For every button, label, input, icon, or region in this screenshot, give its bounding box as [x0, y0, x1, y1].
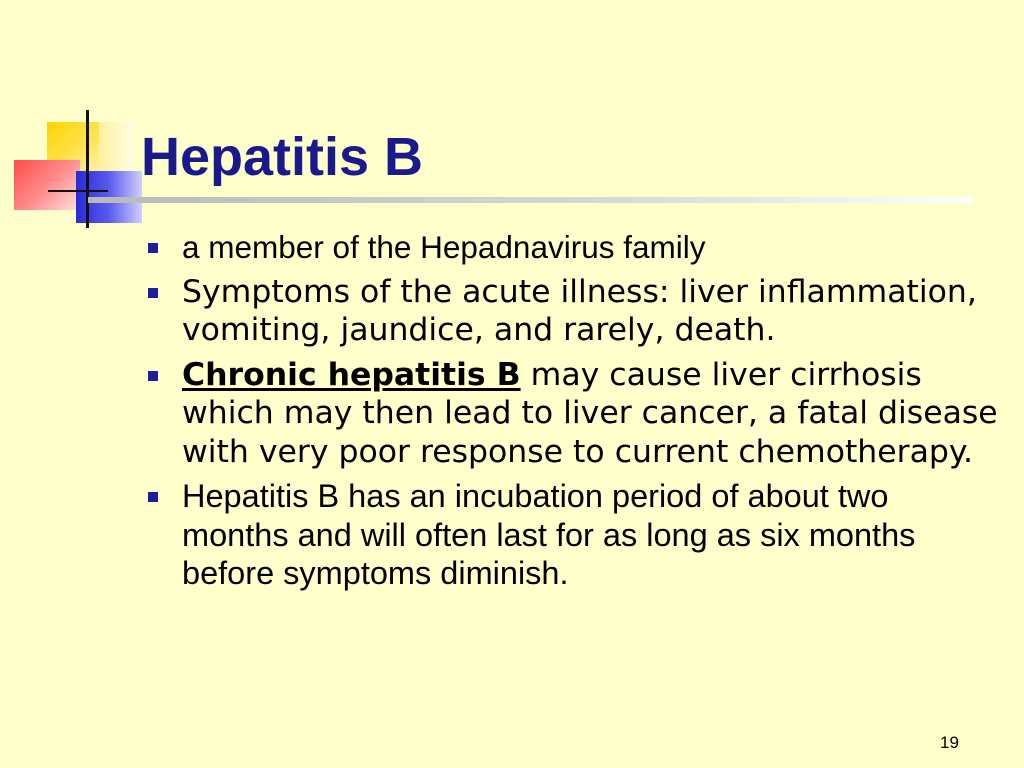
bullet-text: a member of the Hepadnavirus family [182, 229, 706, 265]
bullet-text: may cause liver cirrhosis which may then lead to liver cancer, a fatal disease with very poor response to current chemotherapy. [182, 356, 998, 470]
decor-yellow-fade-block [99, 122, 133, 172]
bullet-item [148, 477, 998, 593]
bullet-item [148, 356, 998, 472]
bullet-text: Symptoms of the acute illness: liver inflammation, vomiting, jaundice, and rarely, death. [182, 273, 977, 348]
bullet-item [148, 273, 998, 350]
square-bullet-icon [148, 492, 158, 502]
title-underline-rule [88, 197, 973, 203]
bullet-list [148, 228, 998, 599]
slide-title: Hepatitis B [141, 127, 424, 187]
decor-vertical-line [86, 110, 89, 228]
bullet-emphasis-text: Chronic hepatitis B [182, 356, 521, 393]
square-bullet-icon [148, 243, 158, 253]
square-bullet-icon [148, 371, 158, 381]
page-number: 19 [940, 733, 959, 752]
square-bullet-icon [148, 288, 158, 298]
bullet-item [148, 228, 998, 267]
decor-horizontal-line [48, 190, 108, 192]
bullet-text: Hepatitis B has an incubation period of about two months and will often last for as long as six months before symptoms diminish. [182, 478, 916, 591]
decor-red-block [14, 160, 80, 210]
